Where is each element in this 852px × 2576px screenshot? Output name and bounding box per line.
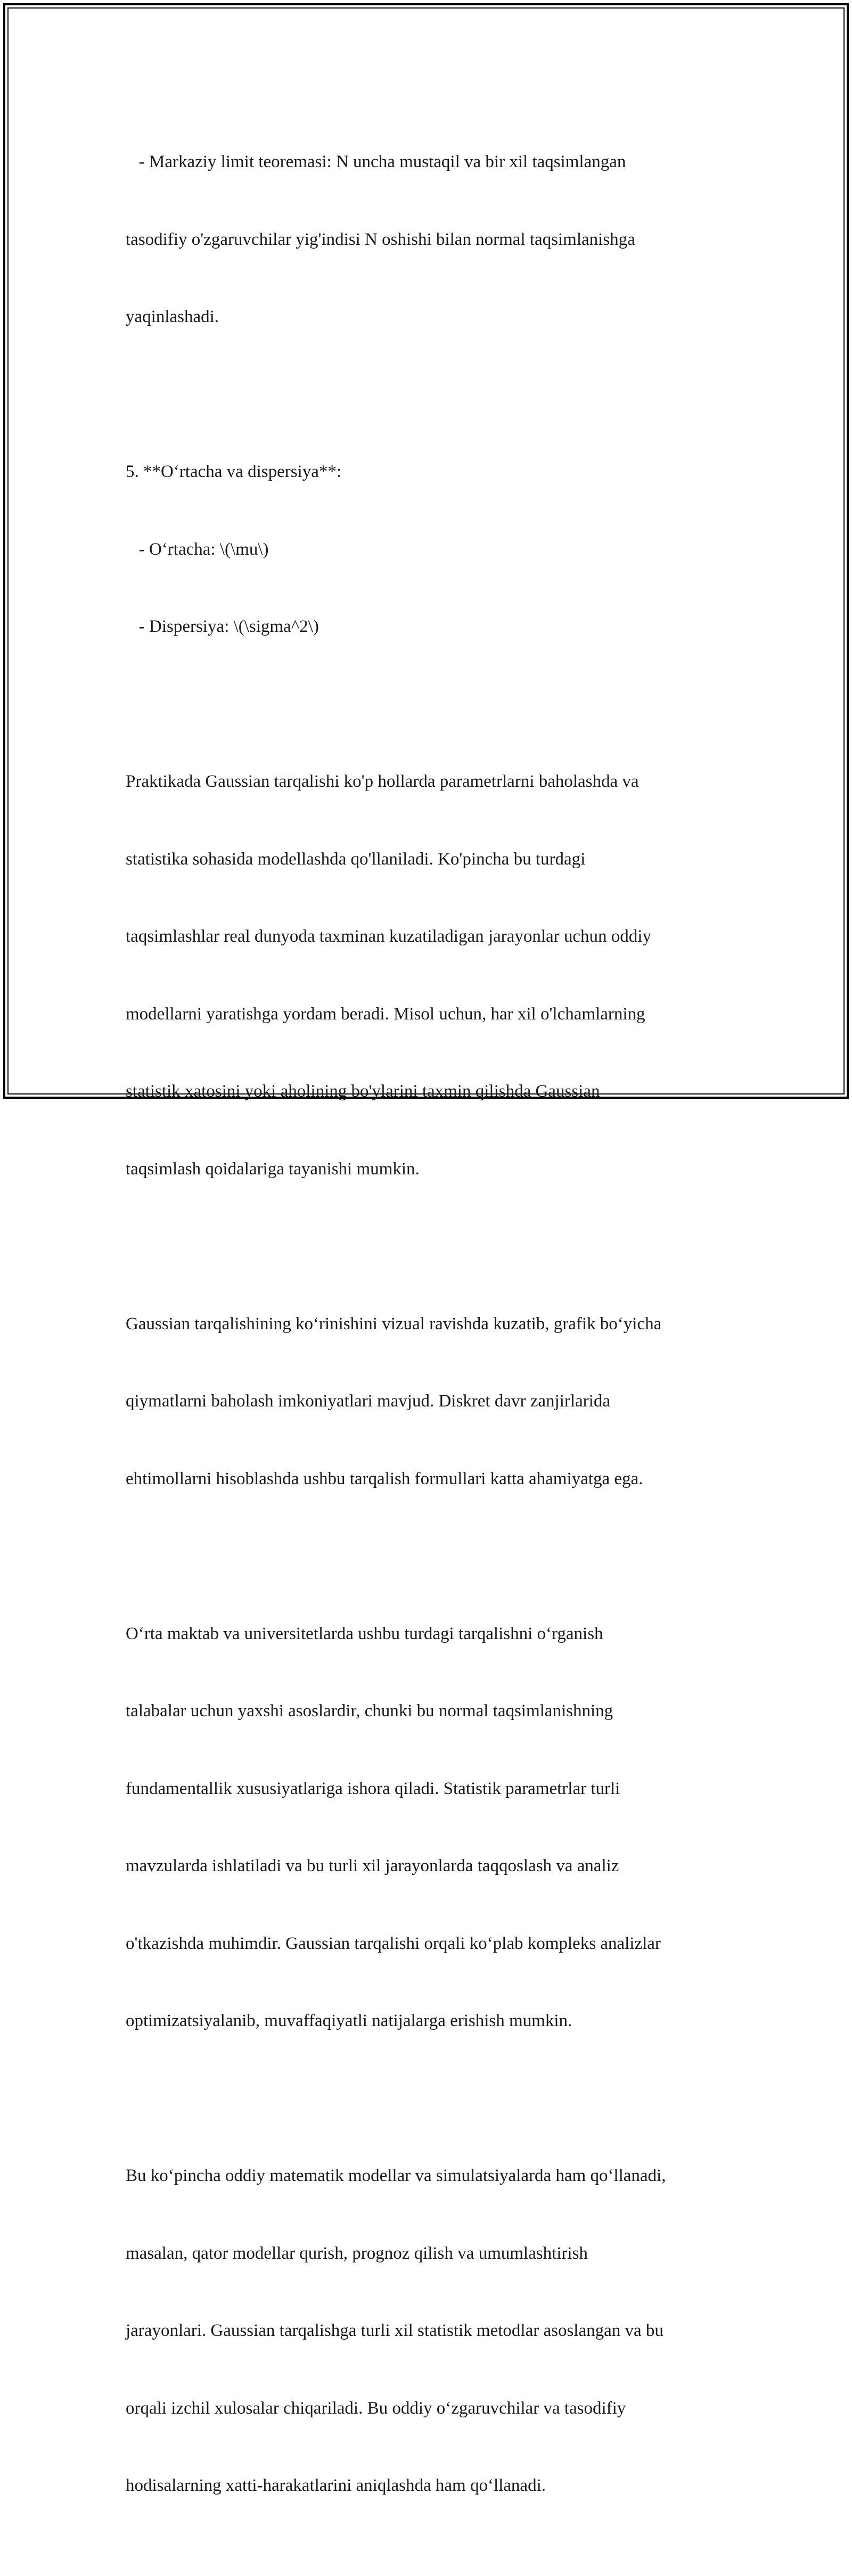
text-line: masalan, qator modellar qurish, prognoz qilish va umumlashtirish (126, 2243, 588, 2263)
document-body (126, 97, 743, 2576)
text-line: jarayonlari. Gaussian tarqalishga turli xil statistik metodlar asoslangan va bu (126, 2321, 663, 2340)
text-line: orqali izchil xulosalar chiqariladi. Bu oddiy o‘zgaruvchilar va tasodifiy (126, 2398, 626, 2418)
paragraph-practice (126, 717, 743, 1233)
text-line: modellarni yaratishga yordam beradi. Misol uchun, har xil o'lchamlarning (126, 1004, 645, 1024)
text-line: O‘rta maktab va universitetlarda ushbu turdagi tarqalishni o‘rganish (126, 1624, 603, 1643)
text-line: Bu ko‘pincha oddiy matematik modellar va simulatsiyalarda ham qo‘llanadi, (126, 2166, 666, 2185)
text-line: yaqinlashadi. (126, 307, 219, 326)
text-line: talabalar uchun yaxshi asoslardir, chunki bu normal taqsimlanishning (126, 1701, 613, 1721)
text-line: optimizatsiyalanib, muvaffaqiyatli natijalarga erishish mumkin. (126, 2011, 572, 2030)
text-line: hodisalarning xatti-harakatlarini aniqlashda ham qo‘llanadi. (126, 2476, 546, 2495)
text-line: Praktikada Gaussian tarqalishi ko'p hollarda parametrlarni baholashda va (126, 772, 639, 791)
text-line: o'tkazishda muhimdir. Gaussian tarqalishi orqali ko‘plab kompleks analizlar (126, 1933, 661, 1953)
text-line: Gaussian tarqalishining ko‘rinishini vizual ravishda kuzatib, grafik bo‘yicha (126, 1314, 662, 1334)
text-line: - Markaziy limit teoremasi: N uncha mustaqil va bir xil taqsimlangan (126, 152, 626, 171)
text-line: statistika sohasida modellashda qo'llaniladi. Ko'pincha bu turdagi (126, 849, 586, 869)
paragraph-models (126, 2111, 743, 2550)
text-line: taqsimlashlar real dunyoda taxminan kuzatiladigan jarayonlar uchun oddiy (126, 927, 651, 946)
text-line: mavzularda ishlatiladi va bu turli xil jarayonlarda taqqoslash va analiz (126, 1856, 619, 1875)
text-line: qiymatlarni baholash imkoniyatlari mavjud. Diskret davr zanjirlarida (126, 1392, 610, 1411)
paragraph-central-limit-theorem (126, 97, 743, 382)
text-line: fundamentallik xususiyatlariga ishora qiladi. Statistik parametrlar turli (126, 1779, 620, 1798)
text-line: taqsimlash qoidalariga tayanishi mumkin. (126, 1159, 420, 1179)
list-heading: 5. **O‘rtacha va dispersiya**: (126, 462, 342, 481)
paragraph-visual (126, 1260, 743, 1544)
list-item: - O‘rtacha: \(\mu\) (126, 539, 269, 559)
list-item: - Dispersiya: \(\sigma^2\) (126, 617, 319, 636)
paragraph-education (126, 1569, 743, 2086)
text-line: statistik xatosini yoki aholining bo'ylarini taxmin qilishda Gaussian (126, 1082, 600, 1101)
list-mean-variance (126, 407, 743, 692)
text-line: tasodifiy o'zgaruvchilar yig'indisi N oshishi bilan normal taqsimlanishga (126, 229, 635, 249)
text-line: ehtimollarni hisoblashda ushbu tarqalish formullari katta ahamiyatga ega. (126, 1469, 643, 1488)
